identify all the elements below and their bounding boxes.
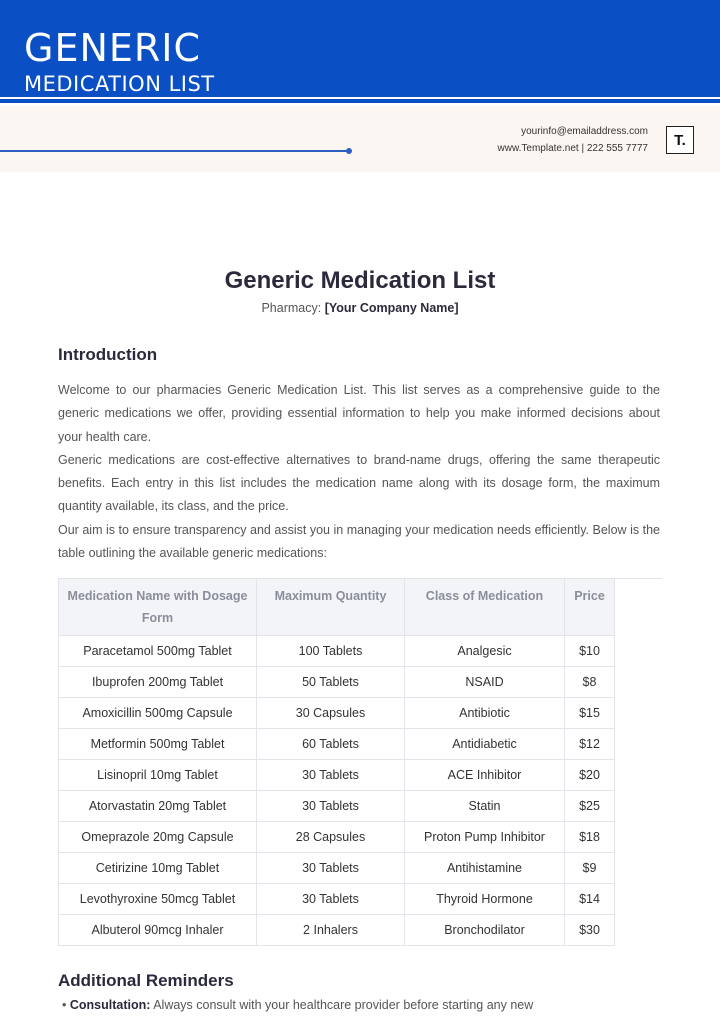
class-cell: Antibiotic <box>405 698 565 729</box>
class-cell: Antidiabetic <box>405 729 565 760</box>
quantity-cell: 60 Tablets <box>257 729 405 760</box>
quantity-cell: 30 Tablets <box>257 791 405 822</box>
class-cell: ACE Inhibitor <box>405 760 565 791</box>
medication-name-cell: Levothyroxine 50mcg Tablet <box>59 884 257 915</box>
bullet: • <box>62 998 70 1012</box>
table-row <box>59 760 663 791</box>
class-cell: Thyroid Hormone <box>405 884 565 915</box>
price-cell: $9 <box>565 853 615 884</box>
quantity-cell: 50 Tablets <box>257 667 405 698</box>
class-cell: Statin <box>405 791 565 822</box>
header-divider <box>0 99 720 103</box>
medication-name-cell: Albuterol 90mcg Inhaler <box>59 915 257 946</box>
quantity-cell: 30 Capsules <box>257 698 405 729</box>
column-header-medication: Medication Name with Dosage Form <box>59 579 257 636</box>
table-spacer <box>615 760 663 791</box>
table-spacer <box>615 667 663 698</box>
decorative-dot <box>346 148 352 154</box>
contact-website-phone: www.Template.net | 222 555 7777 <box>497 143 648 154</box>
table-header-row <box>59 579 663 636</box>
table-row <box>59 915 663 946</box>
table-row <box>59 667 663 698</box>
quantity-cell: 30 Tablets <box>257 853 405 884</box>
price-cell: $8 <box>565 667 615 698</box>
table-row <box>59 791 663 822</box>
table-spacer <box>615 729 663 760</box>
reminder-text: Always consult with your healthcare provider before starting any new <box>153 998 534 1012</box>
table-spacer <box>615 915 663 946</box>
class-cell: Proton Pump Inhibitor <box>405 822 565 853</box>
medication-name-cell: Amoxicillin 500mg Capsule <box>59 698 257 729</box>
price-cell: $15 <box>565 698 615 729</box>
medication-name-cell: Metformin 500mg Tablet <box>59 729 257 760</box>
medication-name-cell: Cetirizine 10mg Tablet <box>59 853 257 884</box>
table-row <box>59 698 663 729</box>
quantity-cell: 28 Capsules <box>257 822 405 853</box>
intro-paragraph: Welcome to our pharmacies Generic Medication List. This list serves as a comprehensive guide to the generic medications we offer, providing essential information to help you make informed decisions about your health care. <box>58 383 660 444</box>
medication-name-cell: Lisinopril 10mg Tablet <box>59 760 257 791</box>
medication-table <box>58 578 663 946</box>
reminders-heading: Additional Reminders <box>58 971 234 990</box>
table-spacer <box>615 698 663 729</box>
class-cell: NSAID <box>405 667 565 698</box>
reminder-item <box>62 996 652 1014</box>
quantity-cell: 30 Tablets <box>257 884 405 915</box>
table-spacer <box>615 579 663 636</box>
column-header-class: Class of Medication <box>405 579 565 636</box>
table-row <box>59 636 663 667</box>
table-spacer <box>615 884 663 915</box>
quantity-cell: 100 Tablets <box>257 636 405 667</box>
introduction-heading: Introduction <box>58 345 158 364</box>
price-cell: $18 <box>565 822 615 853</box>
price-cell: $30 <box>565 915 615 946</box>
medication-name-cell: Atorvastatin 20mg Tablet <box>59 791 257 822</box>
banner-title: GENERIC <box>24 26 202 70</box>
column-header-quantity: Maximum Quantity <box>257 579 405 636</box>
pharmacy-label: Pharmacy: <box>261 301 322 315</box>
price-cell: $25 <box>565 791 615 822</box>
banner-subtitle: MEDICATION LIST <box>24 72 215 96</box>
class-cell: Antihistamine <box>405 853 565 884</box>
medication-name-cell: Paracetamol 500mg Tablet <box>59 636 257 667</box>
table-spacer <box>615 853 663 884</box>
price-cell: $10 <box>565 636 615 667</box>
table-row <box>59 729 663 760</box>
medication-name-cell: Ibuprofen 200mg Tablet <box>59 667 257 698</box>
document-title: Generic Medication List <box>224 267 496 294</box>
column-header-price: Price <box>565 579 615 636</box>
quantity-cell: 30 Tablets <box>257 760 405 791</box>
table-row <box>59 884 663 915</box>
price-cell: $14 <box>565 884 615 915</box>
contact-band <box>0 106 720 172</box>
intro-paragraph: Our aim is to ensure transparency and assist you in managing your medication needs efficiently. Below is the table outlining the available generic medications: <box>58 522 660 561</box>
price-cell: $12 <box>565 729 615 760</box>
medication-name-cell: Omeprazole 20mg Capsule <box>59 822 257 853</box>
class-cell: Analgesic <box>405 636 565 667</box>
introduction-body <box>58 379 660 565</box>
quantity-cell: 2 Inhalers <box>257 915 405 946</box>
class-cell: Bronchodilator <box>405 915 565 946</box>
decorative-line <box>0 150 350 152</box>
contact-email: yourinfo@emailaddress.com <box>521 126 648 137</box>
table-spacer <box>615 791 663 822</box>
table-spacer <box>615 822 663 853</box>
table-spacer <box>615 636 663 667</box>
intro-paragraph: Generic medications are cost-effective alternatives to brand-name drugs, offering the same therapeutic benefits. Each entry in this list includes the medication name along with its dosage form, the maximum quantity available, its class, and the price. <box>58 452 660 514</box>
header-banner <box>0 0 720 97</box>
pharmacy-line <box>0 301 720 315</box>
table-row <box>59 853 663 884</box>
pharmacy-name: [Your Company Name] <box>324 301 459 315</box>
table-row <box>59 822 663 853</box>
price-cell: $20 <box>565 760 615 791</box>
company-logo: T. <box>666 126 694 154</box>
reminder-label: Consultation: <box>69 998 151 1012</box>
